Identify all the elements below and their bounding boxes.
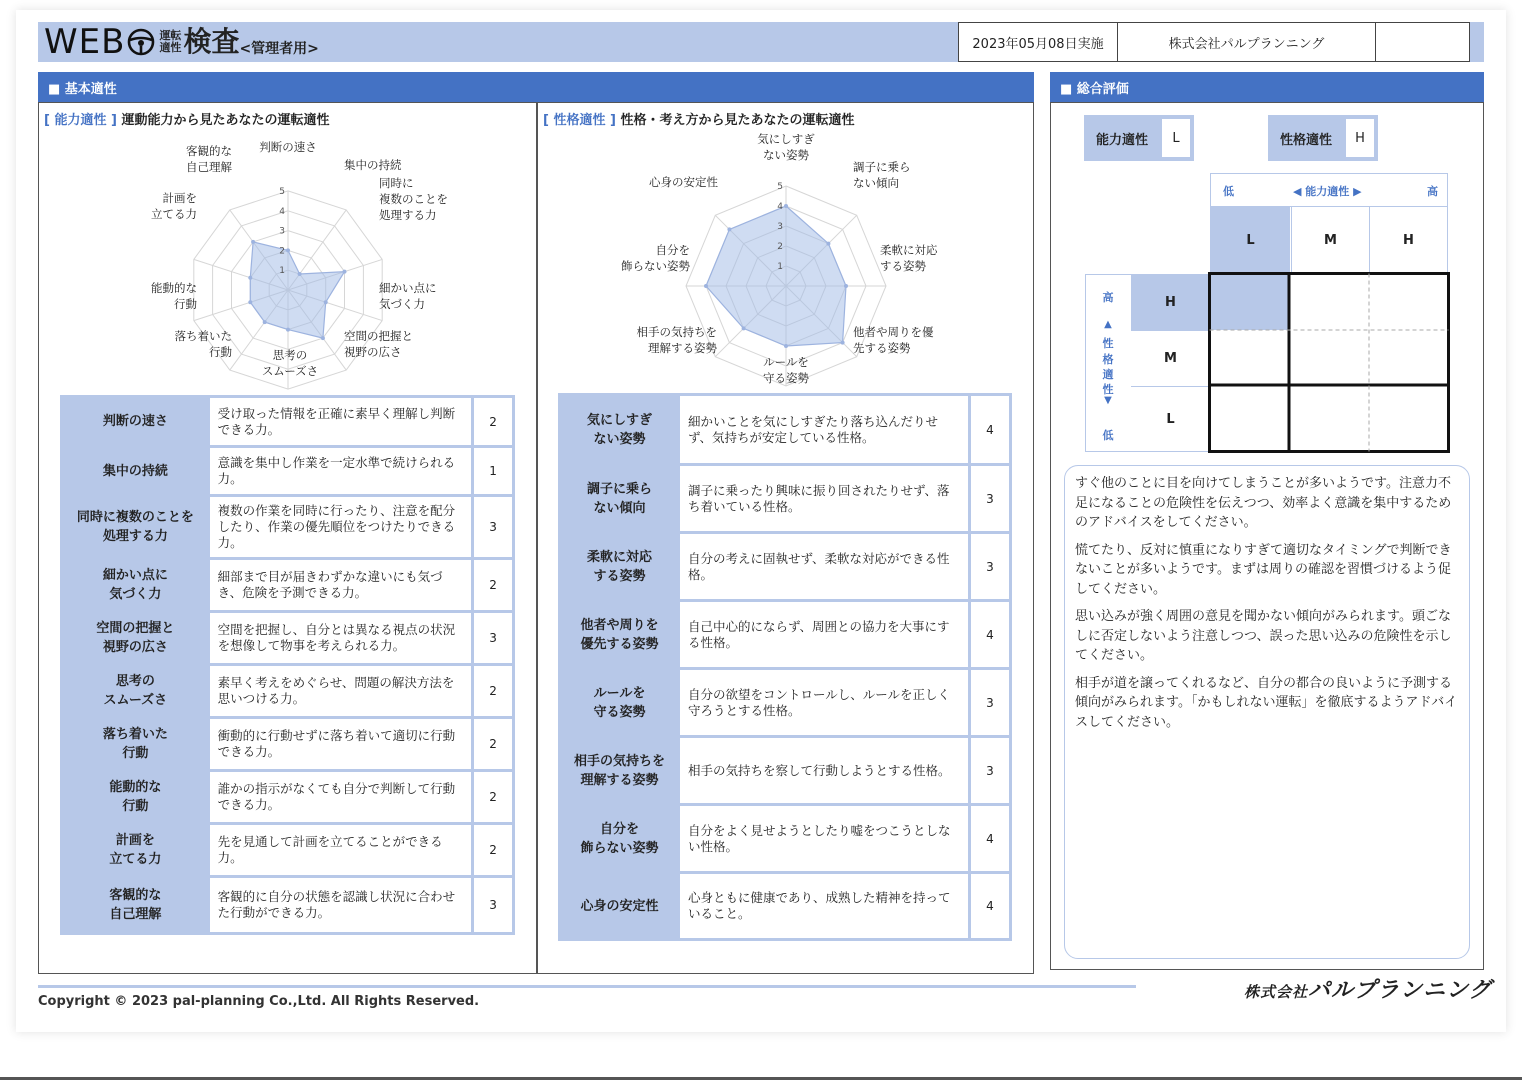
- logo-subtitle: [159, 30, 181, 54]
- ability-radar-axis-label-6: 思考のスムーズさ: [261, 348, 319, 378]
- ability-table-item-name: 同時に複数のことを 処理する力: [63, 497, 208, 560]
- ability-table-row: [63, 825, 512, 878]
- ability-table-item-score: 2: [471, 825, 512, 878]
- brand-logo: [1244, 973, 1492, 1004]
- personality-radar-axis-label-2: 調子に乗らない傾向: [853, 160, 911, 190]
- matrix-grid: [1208, 272, 1450, 454]
- ability-aptitude-value: L: [1162, 119, 1190, 157]
- comment-1: すぐ他のことに目を向けてしまうことが多いようです。注意力不足になることの危険性を伝えつつ、効率よく意識を集中するためのアドバイスをしてください。: [1075, 476, 1452, 530]
- personality-radar-axis-label-5: ルールを守る姿勢: [763, 355, 809, 385]
- personality-radar-data-point-1: [784, 204, 788, 208]
- personality-table-item-score: 4: [968, 806, 1009, 874]
- ability-radar-data-point-10: [251, 240, 255, 244]
- ability-table-item-description: 空間を把握し、自分とは異なる視点の状況を想像して物事を考えられる力。: [208, 613, 471, 666]
- steering-wheel-icon: [127, 28, 155, 56]
- personality-table-row: [561, 670, 1009, 738]
- matrix-side-char-3: 適: [1102, 368, 1114, 381]
- personality-table-item-score: 4: [968, 396, 1009, 466]
- personality-radar-tick-label: 2: [777, 242, 783, 252]
- personality-table-item-name: 心身の安定性: [561, 874, 678, 938]
- ability-table-item-score: 2: [471, 666, 512, 719]
- ability-bracket: [ 能力適性 ]: [44, 113, 117, 128]
- personality-table-item-description: 調子に乗ったり興味に振り回されたりせず、落ち着いている性格。: [678, 466, 968, 534]
- personality-table-row: [561, 602, 1009, 670]
- ability-table-row: [63, 772, 512, 825]
- personality-radar-axis-label-1: 気にしすぎない姿勢: [757, 132, 815, 162]
- matrix-row-m: M: [1131, 330, 1210, 386]
- logo-admin-text: <管理者用>: [239, 41, 319, 57]
- personality-title: 性格・考え方から見たあなたの運転適性: [620, 113, 855, 128]
- ability-radar-data-point-4: [324, 300, 328, 304]
- matrix-col-m: M: [1291, 207, 1369, 273]
- matrix-top-low: 低: [1223, 185, 1234, 198]
- personality-table-item-description: 自分をよく見せようとしたり嘘をつこうとしない性格。: [678, 806, 968, 874]
- ability-score-table: [60, 395, 515, 935]
- matrix-side-char-2: 格: [1102, 353, 1114, 366]
- header-blank-cell: [1375, 22, 1470, 62]
- personality-table-item-description: 細かいことを気にしすぎたり落ち込んだりせず、気持ちが安定している性格。: [678, 396, 968, 466]
- matrix-side-high: 高: [1102, 291, 1114, 304]
- logo-kensa-text: 検査: [183, 25, 240, 58]
- brand-logo-prefix: 株式会社: [1244, 983, 1309, 1001]
- ability-radar-axis-label-1: 判断の速さ: [259, 140, 317, 154]
- personality-table-item-name: 気にしすぎ ない姿勢: [561, 396, 678, 466]
- personality-table-row: [561, 534, 1009, 602]
- personality-table-item-score: 3: [968, 670, 1009, 738]
- ability-radar-axis-label-3: 同時に複数のことを処理する力: [379, 176, 448, 222]
- ability-table-item-description: 受け取った情報を正確に素早く理解し判断できる力。: [208, 398, 471, 448]
- personality-table-item-description: 相手の気持ちを察して行動しようとする性格。: [678, 738, 968, 806]
- ability-table-row: [63, 878, 512, 932]
- ability-subtitle: [44, 109, 329, 128]
- matrix-row-l: L: [1131, 386, 1210, 452]
- personality-radar-tick-label: 3: [777, 222, 783, 232]
- personality-radar-axis-label-8: 心身の安定性: [649, 175, 718, 189]
- ability-radar-axis-label-2: 集中の持続: [344, 158, 402, 172]
- ability-radar-data-point-9: [248, 276, 252, 280]
- overall-evaluation-header: ■ 総合評価: [1050, 72, 1484, 102]
- personality-aptitude-badge: [1268, 115, 1378, 161]
- personality-score-table: [558, 393, 1012, 941]
- ability-table-row: [63, 666, 512, 719]
- personality-table-item-name: 調子に乗ら ない傾向: [561, 466, 678, 534]
- personality-table-row: [561, 874, 1009, 938]
- matrix-side-down-arrow: ▼: [1104, 395, 1112, 406]
- ability-radar-axis-label-7: 落ち着いた行動: [174, 329, 232, 359]
- matrix-col-h: H: [1369, 207, 1447, 273]
- personality-table-item-name: ルールを 守る姿勢: [561, 670, 678, 738]
- app-logo: [44, 22, 319, 62]
- personality-radar-data-point-5: [784, 344, 788, 348]
- personality-radar-data-point-2: [826, 242, 830, 246]
- personality-radar-axis-label-3: 柔軟に対応する姿勢: [880, 243, 938, 273]
- ability-radar-tick-label: 2: [279, 246, 285, 257]
- personality-radar-tick-label: 5: [777, 182, 783, 192]
- ability-radar-tick-label: 4: [279, 206, 285, 217]
- personality-table-row: [561, 396, 1009, 466]
- ability-radar-data-point-1: [286, 248, 290, 252]
- ability-table-item-description: 素早く考えをめぐらせ、問題の解決方法を思いつける力。: [208, 666, 471, 719]
- comment-2: 慌てたり、反対に慎重になりすぎて適切なタイミングで判断できないことが多いようです。まずは周りの確認を習慣づけるよう促してください。: [1075, 542, 1452, 597]
- matrix-col-l: L: [1211, 207, 1290, 273]
- ability-table-item-name: 客観的な 自己理解: [63, 878, 208, 932]
- ability-radar-tick-label: 5: [279, 186, 285, 197]
- ability-radar-tick-label: 1: [279, 266, 285, 277]
- ability-table-row: [63, 560, 512, 613]
- brand-logo-name: パルプランニング: [1308, 978, 1492, 1003]
- personality-radar-axis-label-6: 相手の気持ちを理解する姿勢: [636, 325, 717, 355]
- personality-table-row: [561, 806, 1009, 874]
- ability-table-item-score: 3: [471, 613, 512, 666]
- ability-table-item-description: 衝動的に行動せずに落ち着いて適切に行動できる力。: [208, 719, 471, 772]
- ability-table-item-name: 落ち着いた 行動: [63, 719, 208, 772]
- ability-table-item-name: 集中の持続: [63, 448, 208, 497]
- ability-table-row: [63, 613, 512, 666]
- personality-table-item-name: 相手の気持ちを 理解する姿勢: [561, 738, 678, 806]
- ability-radar-tick-label: 3: [279, 226, 285, 237]
- ability-radar-data-point-5: [321, 336, 325, 340]
- ability-radar-data-point-8: [248, 300, 252, 304]
- personality-bracket: [ 性格適性 ]: [543, 113, 616, 128]
- ability-table-item-name: 細かい点に 気づく力: [63, 560, 208, 613]
- personality-table-row: [561, 738, 1009, 806]
- basic-aptitude-header: ■ 基本適性: [38, 72, 1034, 102]
- ability-radar-data-point-7: [263, 320, 267, 324]
- ability-table-item-score: 3: [471, 878, 512, 932]
- ability-table-item-description: 先を見通して計画を立てることができる力。: [208, 825, 471, 878]
- matrix-row-h: H: [1131, 274, 1210, 330]
- ability-table-item-score: 2: [471, 398, 512, 448]
- matrix-personality-axis: [1085, 274, 1131, 452]
- personality-table-item-score: 4: [968, 874, 1009, 938]
- ability-radar-axis-label-8: 能動的な行動: [151, 281, 197, 311]
- personality-table-item-description: 自己中心的にならず、周囲との協力を大事にする性格。: [678, 602, 968, 670]
- ability-aptitude-badge: [1084, 115, 1194, 161]
- personality-table-item-score: 4: [968, 602, 1009, 670]
- evaluation-comment-box: [1064, 465, 1470, 959]
- personality-radar-data-point-3: [844, 284, 848, 288]
- logo-sub-1: 運転: [159, 29, 182, 42]
- ability-table-row: [63, 448, 512, 497]
- personality-radar-data-point-8: [727, 227, 731, 231]
- ability-radar-chart: [120, 128, 500, 390]
- logo-sub-2: 適性: [159, 41, 182, 54]
- copyright-text: Copyright © 2023 pal-planning Co.,Ltd. All Rights Reserved.: [38, 994, 480, 1009]
- matrix-side-low: 低: [1102, 429, 1114, 442]
- personality-table-item-description: 自分の考えに固執せず、柔軟な対応ができる性格。: [678, 534, 968, 602]
- panel-divider: [536, 102, 538, 974]
- personality-table-item-description: 自分の欲望をコントロールし、ルールを正しく守ろうとする性格。: [678, 670, 968, 738]
- ability-table-row: [63, 398, 512, 448]
- personality-table-item-score: 3: [968, 738, 1009, 806]
- ability-aptitude-label: 能力適性: [1096, 132, 1149, 148]
- ability-radar-data-point-6: [286, 328, 290, 332]
- ability-table-item-description: 細部まで目が届きわずかな違いにも気づき、危険を予測できる力。: [208, 560, 471, 613]
- matrix-side-char-4: 性: [1102, 383, 1114, 396]
- personality-radar-data-point-4: [841, 341, 845, 345]
- personality-radar-data-point-6: [742, 326, 746, 330]
- ability-table-item-score: 2: [471, 719, 512, 772]
- ability-radar-axis-label-4: 細かい点に気づく力: [379, 281, 437, 311]
- matrix-side-char-1: 性: [1102, 337, 1114, 350]
- personality-table-item-score: 3: [968, 534, 1009, 602]
- personality-table-item-score: 3: [968, 466, 1009, 534]
- exam-date: 2023年05月08日実施: [958, 22, 1118, 62]
- ability-table-item-score: 3: [471, 497, 512, 560]
- ability-table-item-name: 能動的な 行動: [63, 772, 208, 825]
- ability-table-item-description: 客観的に自分の状態を認識し状況に合わせた行動ができる力。: [208, 878, 471, 932]
- ability-radar-axis-label-10: 客観的な自己理解: [186, 144, 232, 174]
- personality-radar-chart: [590, 128, 990, 390]
- ability-table-item-description: 誰かの指示がなくても自分で判断して行動できる力。: [208, 772, 471, 825]
- personality-aptitude-label: 性格適性: [1280, 132, 1333, 148]
- ability-table-item-description: 複数の作業を同時に行ったり、注意を配分したり、作業の優先順位をつけたりできる力。: [208, 497, 471, 560]
- matrix-top-label: ◀ 能力適性 ▶: [1293, 185, 1362, 198]
- personality-radar-tick-label: 1: [777, 262, 783, 272]
- matrix-side-up-arrow: ▲: [1104, 319, 1112, 330]
- personality-table-item-name: 他者や周りを 優先する姿勢: [561, 602, 678, 670]
- footer-line: [38, 985, 1136, 988]
- matrix-top-high: 高: [1427, 185, 1438, 198]
- ability-table-item-score: 2: [471, 560, 512, 613]
- ability-table-item-score: 2: [471, 772, 512, 825]
- ability-table-row: [63, 719, 512, 772]
- ability-table-item-name: 判断の速さ: [63, 398, 208, 448]
- personality-radar-data-point-7: [704, 284, 708, 288]
- matrix-ability-axis: [1210, 173, 1448, 207]
- personality-subtitle: [543, 109, 854, 128]
- ability-title: 運動能力から見たあなたの運転適性: [121, 113, 330, 128]
- personality-aptitude-value: H: [1346, 119, 1374, 157]
- comment-4: 相手が道を譲ってくれるなど、自分の都合の良いように予測する傾向がみられます。「かもしれない運転」を徹底するようアドバイスしてください。: [1075, 675, 1458, 730]
- personality-radar-axis-label-4: 他者や周りを優先する姿勢: [853, 325, 934, 355]
- ability-radar-data-point-3: [343, 270, 347, 274]
- personality-table-row: [561, 466, 1009, 534]
- personality-table-item-name: 柔軟に対応 する姿勢: [561, 534, 678, 602]
- ability-table-row: [63, 497, 512, 560]
- logo-web-text: WEB: [44, 22, 126, 62]
- ability-table-item-score: 1: [471, 448, 512, 497]
- personality-table-item-description: 心身ともに健康であり、成熟した精神を持っていること。: [678, 874, 968, 938]
- comment-3: 思い込みが強く周囲の意見を聞かない傾向がみられます。頭ごなしに否定しないよう注意しつつ、誤った思い込みの危険性を示してください。: [1075, 609, 1452, 663]
- ability-radar-axis-label-5: 空間の把握と視野の広さ: [344, 329, 413, 359]
- ability-table-item-name: 空間の把握と 視野の広さ: [63, 613, 208, 666]
- personality-radar-tick-label: 4: [777, 202, 783, 212]
- ability-table-item-description: 意識を集中し作業を一定水準で続けられる力。: [208, 448, 471, 497]
- ability-radar-axis-label-9: 計画を立てる力: [151, 191, 197, 221]
- personality-radar-axis-label-7: 自分を飾らない姿勢: [621, 243, 690, 273]
- ability-table-item-name: 思考の スムーズさ: [63, 666, 208, 719]
- personality-table-item-name: 自分を 飾らない姿勢: [561, 806, 678, 874]
- ability-radar-data-point-2: [298, 272, 302, 276]
- company-name: 株式会社パルプランニング: [1117, 22, 1376, 62]
- ability-table-item-name: 計画を 立てる力: [63, 825, 208, 878]
